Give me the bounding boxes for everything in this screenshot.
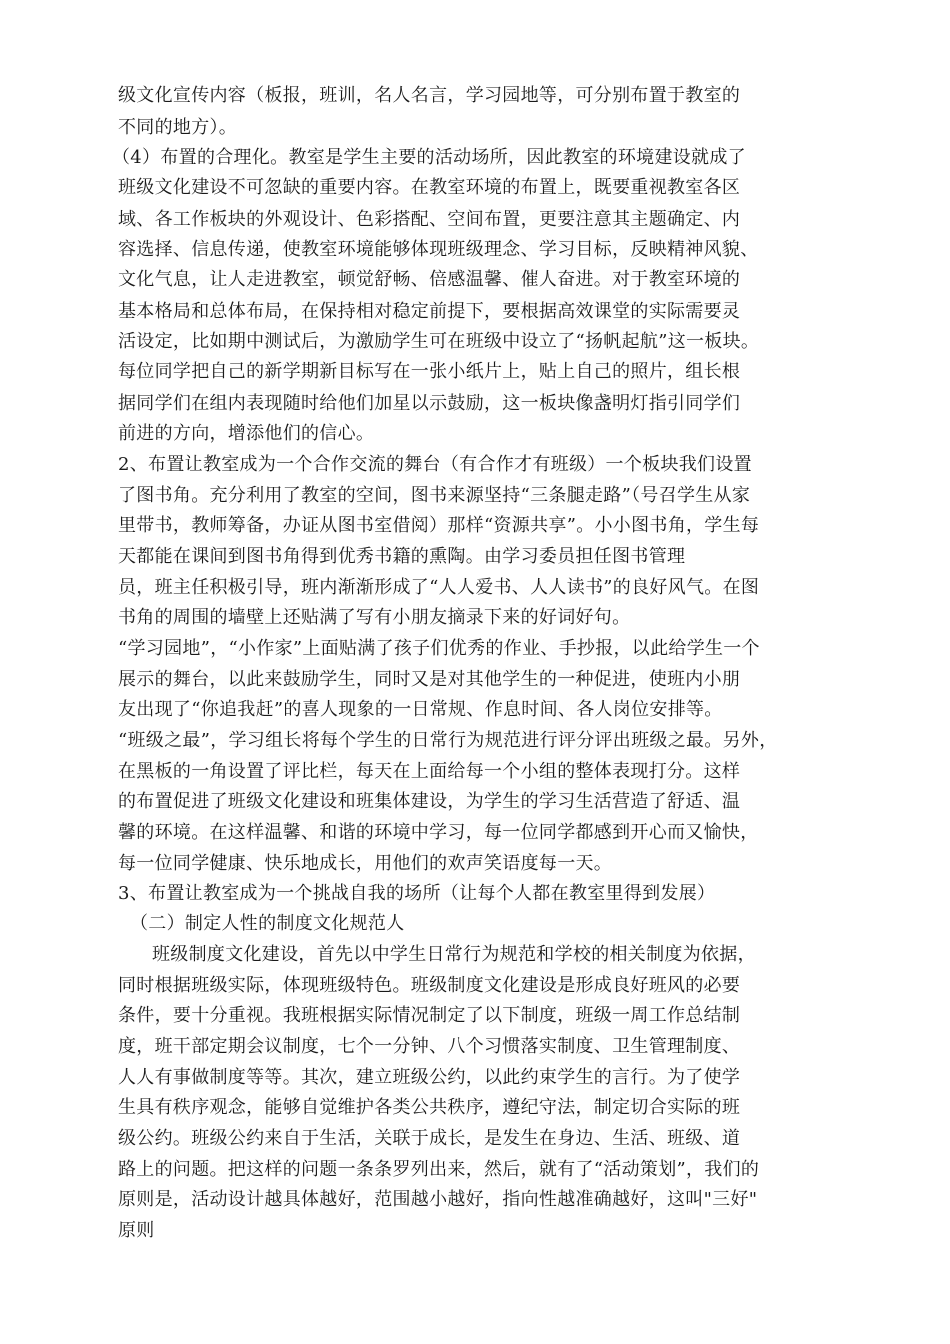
- text-line: 里带书，教师筹备，办证从图书室借阅）那样“资源共享”。小小图书角，学生每: [118, 515, 760, 536]
- text-line: 基本格局和总体布局，在保持相对稳定前提下，要根据高效课堂的实际需要灵: [118, 301, 741, 322]
- text-line: 前进的方向，增添他们的信心。: [118, 423, 375, 444]
- text-line: 班级文化建设不可忽缺的重要内容。在教室环境的布置上，既要重视教室各区: [118, 177, 741, 198]
- text-line: 文化气息，让人走进教室，顿觉舒畅、倍感温馨、催人奋进。对于教室环境的: [118, 269, 741, 290]
- text-line: 友出现了“你追我赶”的喜人现象的一日常规、作息时间、各人岗位安排等。: [118, 699, 723, 720]
- text-line: 路上的问题。把这样的问题一条条罗列出来，然后，就有了“活动策划”，我们的: [118, 1159, 760, 1180]
- text-line: 度，班干部定期会议制度，七个一分钟、八个习惯落实制度、卫生管理制度、: [118, 1036, 741, 1057]
- text-line: 级公约。班级公约来自于生活，关联于成长，是发生在身边、生活、班级、道: [118, 1128, 741, 1149]
- text-line: 员，班主任积极引导，班内渐渐形成了“人人爱书、人人读书”的良好风气。在图: [118, 577, 760, 598]
- text-line: “班级之最”，学习组长将每个学生的日常行为规范进行评分评出班级之最。另外，: [118, 730, 778, 751]
- text-line: （4）布置的合理化。教室是学生主要的活动场所，因此教室的环境建设就成了: [112, 147, 746, 168]
- text-line: 每一位同学健康、快乐地成长，用他们的欢声笑语度每一天。: [118, 853, 613, 874]
- text-line: 原则: [118, 1220, 155, 1241]
- text-line: 同时根据班级实际，体现班级特色。班级制度文化建设是形成良好班风的必要: [118, 975, 741, 996]
- text-line: 人人有事做制度等等。其次，建立班级公约，以此约束学生的言行。为了使学: [118, 1067, 741, 1088]
- text-line: 3、布置让教室成为一个挑战自我的场所（让每个人都在教室里得到发展）: [118, 883, 716, 904]
- text-line: 班级制度文化建设，首先以中学生日常行为规范和学校的相关制度为依据，: [152, 944, 756, 965]
- text-line: 每位同学把自己的新学期新目标写在一张小纸片上，贴上自己的照片，组长根: [118, 361, 741, 382]
- text-line: 据同学们在组内表现随时给他们加星以示鼓励，这一板块像盏明灯指引同学们: [118, 393, 741, 414]
- text-line: 条件，要十分重视。我班根据实际情况制定了以下制度，班级一周工作总结制: [118, 1005, 741, 1026]
- text-line: 天都能在课间到图书角得到优秀书籍的熏陶。由学习委员担任图书管理: [118, 546, 686, 567]
- text-line: 级文化宣传内容（板报，班训，名人名言，学习园地等，可分别布置于教室的: [118, 85, 741, 106]
- text-line: 馨的环境。在这样温馨、和谐的环境中学习，每一位同学都感到开心而又愉快，: [118, 822, 759, 843]
- text-line: 容选择、信息传递，使教室环境能够体现班级理念、学习目标，反映精神风貌、: [118, 239, 759, 260]
- text-line: 原则是，活动设计越具体越好，范围越小越好，指向性越准确越好，这叫"三好": [118, 1189, 758, 1210]
- text-line: 书角的周围的墙壁上还贴满了写有小朋友摘录下来的好词好句。: [118, 607, 631, 628]
- text-line: 不同的地方）。: [118, 117, 238, 138]
- text-line: 的布置促进了班级文化建设和班集体建设，为学生的学习生活营造了舒适、温: [118, 791, 741, 812]
- text-line: 生具有秩序观念，能够自觉维护各类公共秩序，遵纪守法，制定切合实际的班: [118, 1097, 741, 1118]
- text-line: 了图书角。充分利用了教室的空间，图书来源坚持“三条腿走路”（号召学生从家: [118, 485, 751, 506]
- section-heading: （二）制定人性的制度文化规范人: [130, 913, 405, 934]
- text-line: 域、各工作板块的外观设计、色彩搭配、空间布置，更要注意其主题确定、内: [118, 209, 741, 230]
- text-line: “学习园地”，“小作家”上面贴满了孩子们优秀的作业、手抄报，以此给学生一个: [118, 638, 760, 659]
- text-line: 2、布置让教室成为一个合作交流的舞台（有合作才有班级）一个板块我们设置: [118, 454, 752, 475]
- text-line: 活设定，比如期中测试后，为激励学生可在班级中设立了“扬帆起航”这一板块。: [118, 331, 760, 352]
- text-line: 展示的舞台，以此来鼓励学生，同时又是对其他学生的一种促进，使班内小朋: [118, 669, 741, 690]
- text-line: 在黑板的一角设置了评比栏，每天在上面给每一个小组的整体表现打分。这样: [118, 761, 741, 782]
